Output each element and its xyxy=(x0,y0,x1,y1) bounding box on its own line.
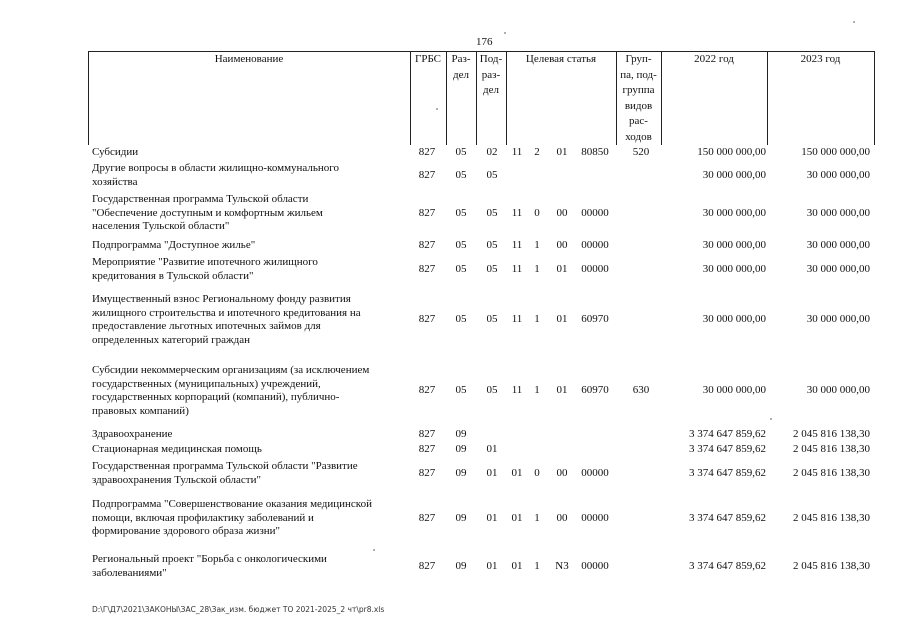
file-path-footer: D:\Г\Д7\2021\ЗАКОНЫ\ЗАС_28\Зак_изм. бюджет ТО 2021-2025_2 чт\pr8.xls xyxy=(92,605,385,614)
target-article-program: 11 xyxy=(511,239,523,251)
row-name: Здравоохранение xyxy=(92,428,173,440)
amount-2022: 30 000 000,00 xyxy=(702,384,766,396)
target-article-event: 00 xyxy=(556,467,568,479)
row-name: Подпрограмма "Совершенствование оказания медицинской помощи, включая профилактику заболеваний и формирование здорового образа жизни" xyxy=(92,498,372,537)
target-article-subprogram: 0 xyxy=(534,207,540,219)
expense-group-code: 630 xyxy=(632,384,650,396)
header-podrazdel: Под- раз- дел xyxy=(479,53,503,96)
razdel-code: 09 xyxy=(455,512,467,524)
target-article-subprogram: 2 xyxy=(534,146,540,158)
podrazdel-code: 01 xyxy=(486,467,498,479)
header-name: Наименование xyxy=(214,53,284,65)
scan-speck xyxy=(436,108,438,110)
podrazdel-code: 01 xyxy=(486,560,498,572)
target-article-direction: 00000 xyxy=(581,239,609,251)
grbs-code: 827 xyxy=(418,467,436,479)
podrazdel-code: 05 xyxy=(486,169,498,181)
amount-2023: 2 045 816 138,30 xyxy=(793,512,870,524)
row-name: Государственная программа Тульской области "Обеспечение доступным и комфортным жильем населения Тульской области" xyxy=(92,193,323,232)
target-article-direction: 60970 xyxy=(581,384,609,396)
target-article-subprogram: 1 xyxy=(534,239,540,251)
amount-2023: 150 000 000,00 xyxy=(801,146,870,158)
amount-2022: 30 000 000,00 xyxy=(702,169,766,181)
amount-2022: 30 000 000,00 xyxy=(702,207,766,219)
amount-2023: 30 000 000,00 xyxy=(806,263,870,275)
grbs-code: 827 xyxy=(418,263,436,275)
podrazdel-code: 05 xyxy=(486,313,498,325)
amount-2023: 2 045 816 138,30 xyxy=(793,443,870,455)
amount-2023: 2 045 816 138,30 xyxy=(793,428,870,440)
target-article-subprogram: 1 xyxy=(534,263,540,275)
target-article-event: 00 xyxy=(556,512,568,524)
target-article-program: 11 xyxy=(511,207,523,219)
row-name: Стационарная медицинская помощь xyxy=(92,443,262,455)
amount-2023: 30 000 000,00 xyxy=(806,239,870,251)
razdel-code: 05 xyxy=(455,239,467,251)
amount-2022: 3 374 647 859,62 xyxy=(689,467,766,479)
podrazdel-code: 01 xyxy=(486,443,498,455)
razdel-code: 05 xyxy=(455,313,467,325)
target-article-subprogram: 0 xyxy=(534,467,540,479)
amount-2022: 30 000 000,00 xyxy=(702,263,766,275)
target-article-event: 01 xyxy=(556,146,568,158)
target-article-event: N3 xyxy=(555,560,569,572)
scan-speck xyxy=(373,549,375,551)
header-year-2022: 2022 год xyxy=(694,53,734,65)
header-expense-group: Груп- па, под- группа видов рас- ходов xyxy=(620,53,657,143)
grbs-code: 827 xyxy=(418,313,436,325)
podrazdel-code: 02 xyxy=(486,146,498,158)
row-name: Подпрограмма "Доступное жилье" xyxy=(92,239,256,251)
razdel-code: 05 xyxy=(455,384,467,396)
row-name: Другие вопросы в области жилищно-коммунального хозяйства xyxy=(92,162,340,188)
grbs-code: 827 xyxy=(418,207,436,219)
amount-2023: 30 000 000,00 xyxy=(806,207,870,219)
razdel-code: 09 xyxy=(455,428,467,440)
target-article-direction: 80850 xyxy=(581,146,609,158)
page-number: 176 xyxy=(476,36,493,48)
razdel-code: 09 xyxy=(455,467,467,479)
amount-2023: 30 000 000,00 xyxy=(806,384,870,396)
amount-2023: 2 045 816 138,30 xyxy=(793,467,870,479)
target-article-program: 11 xyxy=(511,146,523,158)
grbs-code: 827 xyxy=(418,239,436,251)
amount-2022: 3 374 647 859,62 xyxy=(689,560,766,572)
amount-2023: 2 045 816 138,30 xyxy=(793,560,870,572)
amount-2022: 30 000 000,00 xyxy=(702,239,766,251)
grbs-code: 827 xyxy=(418,428,436,440)
target-article-program: 01 xyxy=(511,467,523,479)
target-article-event: 00 xyxy=(556,239,568,251)
razdel-code: 09 xyxy=(455,443,467,455)
grbs-code: 827 xyxy=(418,443,436,455)
amount-2022: 3 374 647 859,62 xyxy=(689,428,766,440)
razdel-code: 05 xyxy=(455,263,467,275)
row-name: Региональный проект "Борьба с онкологическими заболеваниями" xyxy=(92,553,327,579)
header-razdel: Раз- дел xyxy=(451,53,471,81)
target-article-direction: 00000 xyxy=(581,467,609,479)
razdel-code: 05 xyxy=(455,146,467,158)
scan-speck xyxy=(853,21,855,23)
header-target-article: Целевая статья xyxy=(525,53,597,65)
target-article-program: 11 xyxy=(511,384,523,396)
amount-2023: 30 000 000,00 xyxy=(806,169,870,181)
row-name: Мероприятие "Развитие ипотечного жилищного кредитования в Тульской области" xyxy=(92,256,318,282)
target-article-program: 01 xyxy=(511,512,523,524)
amount-2023: 30 000 000,00 xyxy=(806,313,870,325)
podrazdel-code: 05 xyxy=(486,207,498,219)
target-article-direction: 00000 xyxy=(581,207,609,219)
scan-speck xyxy=(770,418,772,420)
target-article-event: 01 xyxy=(556,313,568,325)
razdel-code: 09 xyxy=(455,560,467,572)
row-name: Субсидии некоммерческим организациям (за исключением государственных (муниципальных) учреждений, государственных корпораций (компаний), публично- правовых компаний) xyxy=(92,364,370,417)
scan-speck xyxy=(504,32,506,34)
header-grbs: ГРБС xyxy=(414,53,442,65)
target-article-direction: 00000 xyxy=(581,560,609,572)
target-article-direction: 60970 xyxy=(581,313,609,325)
amount-2022: 30 000 000,00 xyxy=(702,313,766,325)
row-name: Имущественный взнос Региональному фонду развития жилищного строительства и ипотечного кредитования на предоставление льготных ипотечных займов для определенных категорий граждан xyxy=(92,293,361,346)
row-name: Субсидии xyxy=(92,146,139,158)
podrazdel-code: 05 xyxy=(486,263,498,275)
target-article-subprogram: 1 xyxy=(534,560,540,572)
grbs-code: 827 xyxy=(418,560,436,572)
grbs-code: 827 xyxy=(418,512,436,524)
grbs-code: 827 xyxy=(418,146,436,158)
target-article-program: 11 xyxy=(511,263,523,275)
podrazdel-code: 05 xyxy=(486,384,498,396)
amount-2022: 3 374 647 859,62 xyxy=(689,443,766,455)
target-article-subprogram: 1 xyxy=(534,384,540,396)
grbs-code: 827 xyxy=(418,384,436,396)
expense-group-code: 520 xyxy=(632,146,650,158)
amount-2022: 150 000 000,00 xyxy=(697,146,766,158)
row-name: Государственная программа Тульской области "Развитие здравоохранения Тульской области" xyxy=(92,460,358,486)
podrazdel-code: 01 xyxy=(486,512,498,524)
target-article-direction: 00000 xyxy=(581,512,609,524)
column-divider xyxy=(874,51,875,145)
target-article-program: 11 xyxy=(511,313,523,325)
target-article-event: 00 xyxy=(556,207,568,219)
grbs-code: 827 xyxy=(418,169,436,181)
header-year-2023: 2023 год xyxy=(800,53,841,65)
razdel-code: 05 xyxy=(455,169,467,181)
target-article-subprogram: 1 xyxy=(534,512,540,524)
target-article-event: 01 xyxy=(556,384,568,396)
target-article-event: 01 xyxy=(556,263,568,275)
podrazdel-code: 05 xyxy=(486,239,498,251)
target-article-program: 01 xyxy=(511,560,523,572)
target-article-subprogram: 1 xyxy=(534,313,540,325)
razdel-code: 05 xyxy=(455,207,467,219)
amount-2022: 3 374 647 859,62 xyxy=(689,512,766,524)
target-article-direction: 00000 xyxy=(581,263,609,275)
